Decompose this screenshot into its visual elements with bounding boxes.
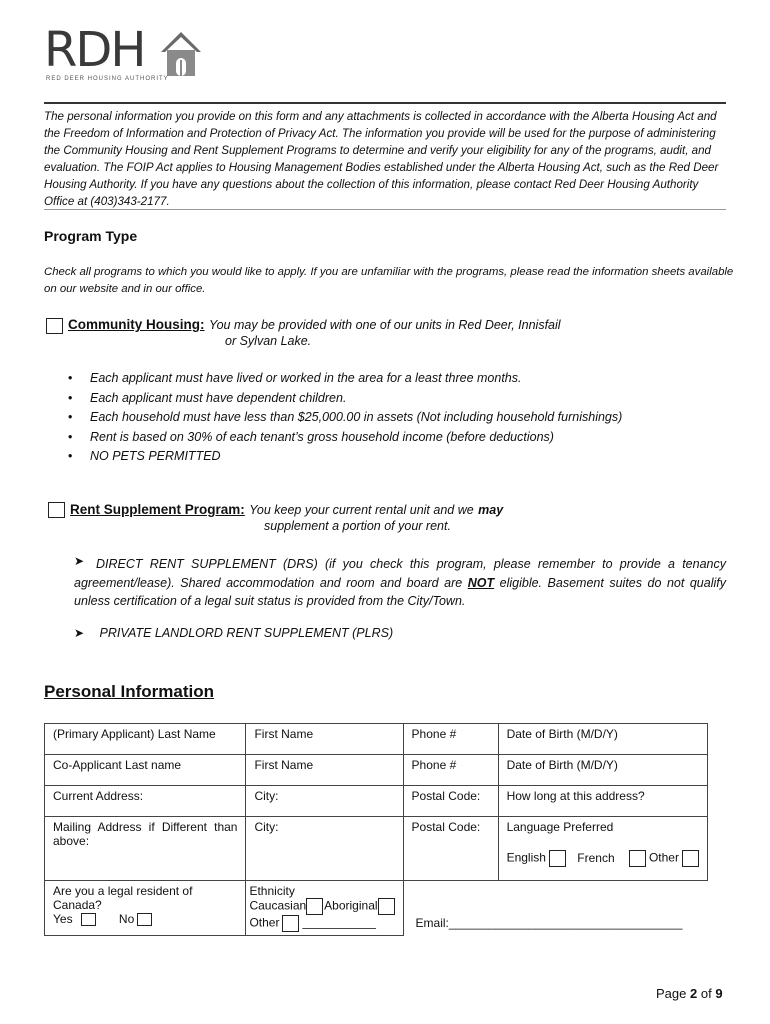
current-address-field[interactable]: Current Address: xyxy=(45,786,246,817)
other-ethnicity-checkbox[interactable] xyxy=(282,915,299,932)
ethnicity-options xyxy=(249,898,394,915)
table-row xyxy=(45,881,708,936)
top-divider xyxy=(44,102,726,104)
table-row xyxy=(45,817,708,881)
primary-phone-field[interactable]: Phone # xyxy=(403,724,498,755)
logo xyxy=(44,24,144,76)
current-postal-field[interactable]: Postal Code: xyxy=(403,786,498,817)
current-city-field[interactable]: City: xyxy=(246,786,403,817)
list-item: • Each applicant must have lived or worked in the area for a least three months. xyxy=(68,369,622,389)
co-first-name-field[interactable]: First Name xyxy=(246,755,403,786)
email-field[interactable]: Email:___________________________________ xyxy=(403,881,707,936)
language-label: Language Preferred xyxy=(506,820,614,834)
privacy-notice: The personal information you provide on this form and any attachments is collected in accordance with the Alberta Housing Act and the Freedom of Information and Protection of Privacy Act. The information you provide will be used for the purpose of administering the Community Housing and Rent Supplement Programs to determine and verify your eligibility for any of the programs, audit, and evaluation. The FOIP Act applies to Housing Management Bodies established under the Alberta Housing Act, such as the Red Deer Housing Authority. If you have any questions about the collection of this information, please contact Red Deer Housing Authority Office at (403)343-2177. xyxy=(44,110,719,208)
ethnicity-cell xyxy=(246,881,403,936)
page-total: 9 xyxy=(715,986,723,1001)
rent-supplement-option xyxy=(70,501,503,519)
community-housing-title: Community Housing: xyxy=(68,317,205,332)
drs-option xyxy=(74,555,726,611)
plrs-option xyxy=(74,626,393,640)
rent-supplement-checkbox[interactable] xyxy=(48,502,65,518)
list-item: • Rent is based on 30% of each tenant’s gross household income (before deductions) xyxy=(68,428,622,448)
co-dob-field[interactable]: Date of Birth (M/D/Y) xyxy=(498,755,707,786)
aboriginal-checkbox[interactable] xyxy=(378,898,395,915)
community-requirements xyxy=(68,369,622,467)
table-row xyxy=(45,724,708,755)
program-type-heading: Program Type xyxy=(44,228,138,244)
yes-label: Yes xyxy=(53,912,73,926)
arrow-bullet-icon: ➤ xyxy=(74,626,85,640)
mailing-postal-field[interactable]: Postal Code: xyxy=(403,817,498,881)
caucasian-label: Caucasian xyxy=(249,898,307,913)
arrow-bullet-icon: ➤ xyxy=(74,554,85,568)
drs-text: DIRECT RENT SUPPLEMENT (DRS) (if you check this program, please remember to provide a tenancy agreement/lease). Shared accommodation and room and board are xyxy=(74,557,726,590)
french-checkbox[interactable] xyxy=(629,850,646,867)
legal-resident-cell xyxy=(45,881,246,936)
page-of: of xyxy=(700,986,712,1001)
rent-supplement-desc-cont: supplement a portion of your rent. xyxy=(264,519,451,533)
caucasian-checkbox[interactable] xyxy=(306,898,323,915)
ethnicity-label: Ethnicity xyxy=(249,884,295,898)
english-label: English xyxy=(506,850,546,865)
legal-resident-options xyxy=(53,912,237,926)
page-number xyxy=(656,986,723,1001)
legal-resident-question: Are you a legal resident of Canada? xyxy=(53,884,193,912)
yes-checkbox[interactable] xyxy=(81,913,96,926)
notice-divider xyxy=(44,209,726,210)
table-row xyxy=(45,786,708,817)
aboriginal-label: Aboriginal xyxy=(324,898,378,913)
english-checkbox[interactable] xyxy=(549,850,566,867)
list-item: • NO PETS PERMITTED xyxy=(68,447,622,467)
list-item: • Each household must have less than $25,000.00 in assets (Not including household furnishings) xyxy=(68,408,622,428)
co-last-name-field[interactable]: Co-Applicant Last name xyxy=(45,755,246,786)
community-housing-desc-cont: or Sylvan Lake. xyxy=(225,334,312,348)
other-ethnicity-label: Other xyxy=(249,915,280,930)
plrs-text: PRIVATE LANDLORD RENT SUPPLEMENT (PLRS) xyxy=(99,626,394,640)
address-duration-field[interactable]: How long at this address? xyxy=(498,786,707,817)
community-housing-option xyxy=(68,316,561,334)
community-housing-checkbox[interactable] xyxy=(46,318,63,334)
other-language-checkbox[interactable] xyxy=(682,850,699,867)
mailing-address-field[interactable]: Mailing Address if Different than above: xyxy=(45,817,246,881)
drs-text-cont: eligible. Basement suites do not qualify unless certification of a legal suit status is provided from the City/Town. xyxy=(74,575,726,608)
ethnicity-other xyxy=(249,915,394,932)
mailing-city-field[interactable]: City: xyxy=(246,817,403,881)
community-housing-desc: You may be provided with one of our units in Red Deer, Innisfail xyxy=(208,318,561,332)
language-cell xyxy=(498,817,707,881)
logo-text: RDH xyxy=(44,22,145,78)
list-item: • Each applicant must have dependent children. xyxy=(68,389,622,409)
co-phone-field[interactable]: Phone # xyxy=(403,755,498,786)
rent-supplement-desc: You keep your current rental unit and we xyxy=(249,503,474,517)
house-icon xyxy=(157,28,205,78)
other-ethnicity-line[interactable]: ___________ xyxy=(302,915,376,930)
page-current: 2 xyxy=(690,986,698,1001)
primary-dob-field[interactable]: Date of Birth (M/D/Y) xyxy=(498,724,707,755)
logo-subtitle: RED DEER HOUSING AUTHORITY xyxy=(46,76,169,82)
rent-supplement-may: may xyxy=(478,503,504,517)
page-label: Page xyxy=(656,986,687,1001)
personal-info-table xyxy=(44,723,708,936)
primary-last-name-field[interactable]: (Primary Applicant) Last Name xyxy=(45,724,246,755)
no-label: No xyxy=(118,912,135,926)
personal-info-heading: Personal Information xyxy=(44,682,215,701)
language-options xyxy=(507,850,699,867)
drs-not: NOT xyxy=(467,575,495,590)
other-language-label: Other xyxy=(648,850,679,865)
program-instruction: Check all programs to which you would like to apply. If you are unfamiliar with the programs, please read the information sheets available on our website and in our office. xyxy=(44,266,734,295)
rent-supplement-title: Rent Supplement Program: xyxy=(70,502,245,517)
table-row xyxy=(45,755,708,786)
primary-first-name-field[interactable]: First Name xyxy=(246,724,403,755)
no-checkbox[interactable] xyxy=(137,913,152,926)
french-label: French xyxy=(577,850,615,865)
